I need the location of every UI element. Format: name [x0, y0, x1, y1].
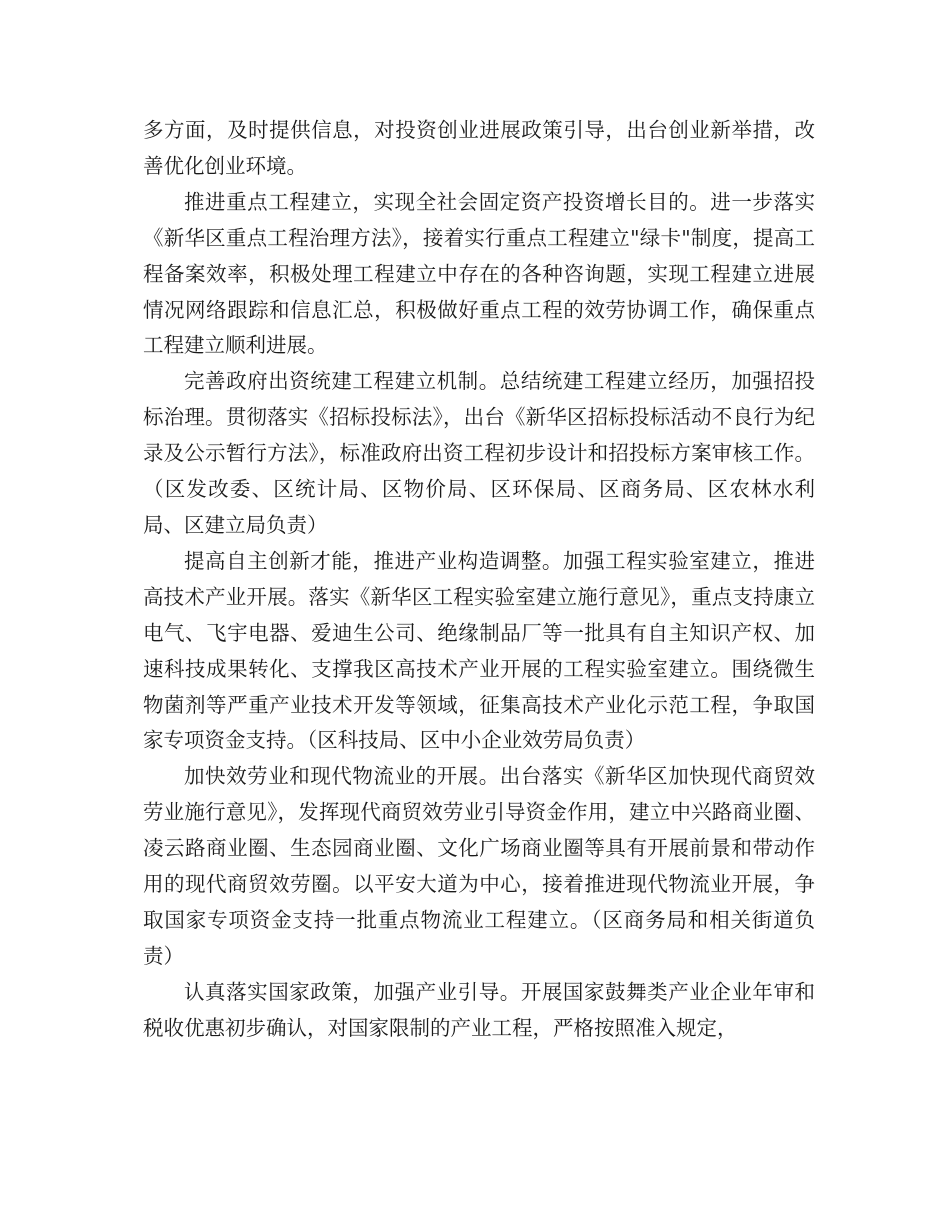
- paragraph: 认真落实国家政策，加强产业引导。开展国家鼓舞类产业企业年审和税收优惠初步确认，对国家限制的产业工程，严格按照准入规定，: [143, 979, 815, 1040]
- paragraph: 推进重点工程建立，实现全社会固定资产投资增长目的。进一步落实《新华区重点工程治理方法》，接着实行重点工程建立"绿卡"制度，提高工程备案效率，积极处理工程建立中存在的各种咨询题，实现工程建立进展情况网络跟踪和信息汇总，积极做好重点工程的效劳协调工作，确保重点工程建立顺利进展。: [143, 189, 815, 358]
- paragraph: 完善政府出资统建工程建立机制。总结统建工程建立经历，加强招投标治理。贯彻落实《招标投标法》，出台《新华区招标投标活动不良行为纪录及公示暂行方法》，标准政府出资工程初步设计和招投标方案审核工作。（区发改委、区统计局、区物价局、区环保局、区商务局、区农林水利局、区建立局负责）: [143, 369, 815, 537]
- paragraph: 提高自主创新才能，推进产业构造调整。加强工程实验室建立，推进高技术产业开展。落实《新华区工程实验室建立施行意见》，重点支持康立电气、飞宇电器、爱迪生公司、绝缘制品厂等一批具有自主知识产权、加速科技成果转化、支撑我区高技术产业开展的工程实验室建立。围绕微生物菌剂等严重产业技术开发等领域，征集高技术产业化示范工程，争取国家专项资金支持。（区科技局、区中小企业效劳局负责）: [143, 548, 815, 753]
- paragraph: 加快效劳业和现代物流业的开展。出台落实《新华区加快现代商贸效劳业施行意见》，发挥现代商贸效劳业引导资金作用，建立中兴路商业圈、凌云路商业圈、生态园商业圈、文化广场商业圈等具有开展前景和带动作用的现代商贸效劳圈。以平安大道为中心，接着推进现代物流业开展，争取国家专项资金支持一批重点物流业工程建立。（区商务局和相关街道负责）: [143, 764, 815, 968]
- document-page: [143, 113, 815, 1047]
- paragraph: 多方面，及时提供信息，对投资创业进展政策引导，出台创业新举措，改善优化创业环境。: [143, 118, 815, 178]
